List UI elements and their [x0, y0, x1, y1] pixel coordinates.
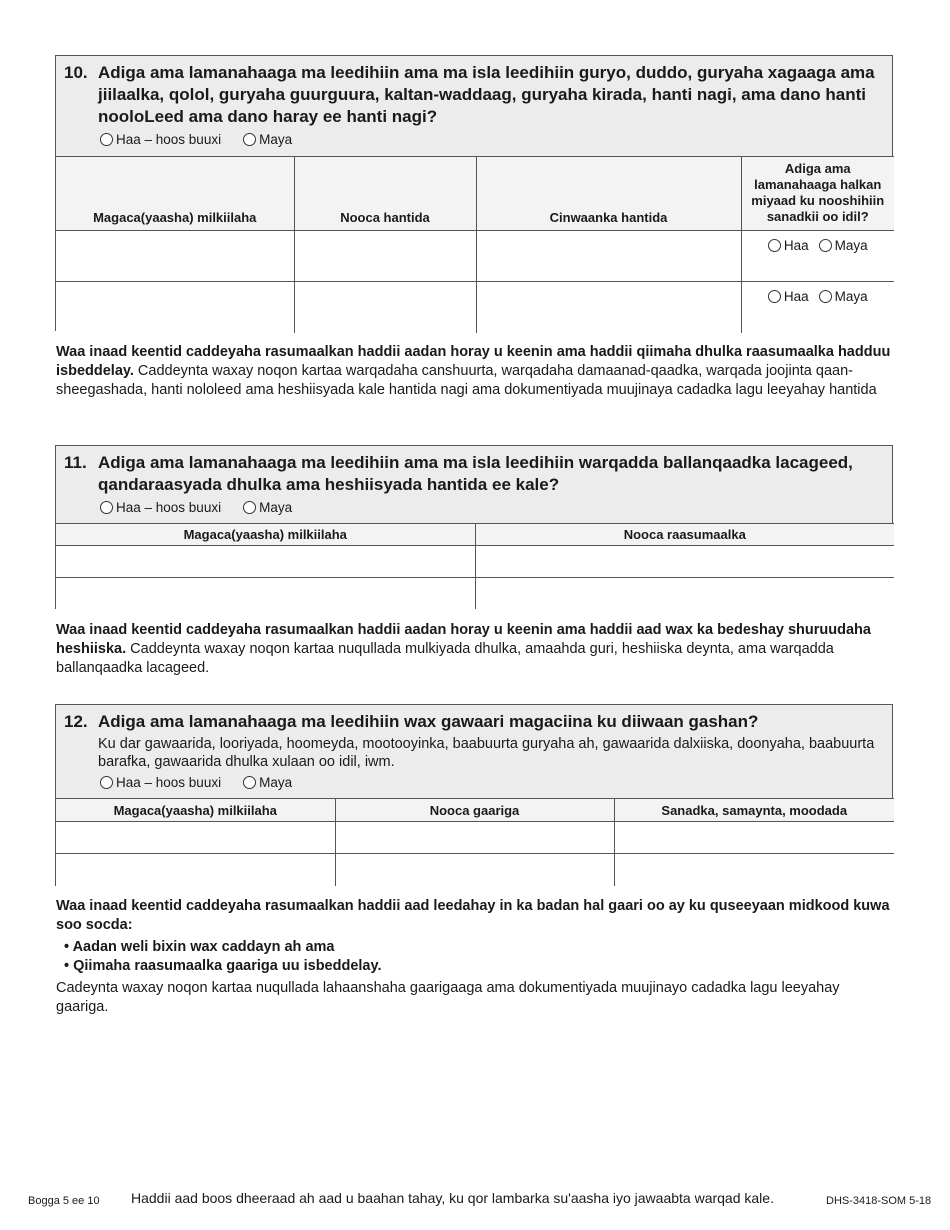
question-11-no-option[interactable] — [243, 500, 292, 515]
note-text: Caddeynta waxay noqon kartaa warqadaha canshuurta, warqadaha damaanad-qaadka, warqada joojinta qaan-sheegashada, hanti nololeed ama heshiisyada kale hantida nagi ama dokumentiyada muujinaya cadadka lagu leeyahay hantida — [56, 363, 877, 398]
table-row — [56, 282, 894, 333]
question-10-title-row — [64, 62, 884, 128]
note-text: Cadeynta waxay noqon kartaa nuqullada lahaanshaha gaarigaaga ama dokumentiyada muujinayo cadadka lagu leeyahay gaariga. — [56, 980, 840, 1015]
footer-instruction: Haddii aad boos dheeraad ah aad u baahan tahay, ku qor lambarka su'aasha iyo jawaabta warqad kale. — [131, 1190, 774, 1206]
asset-type-cell[interactable] — [475, 578, 894, 609]
question-12-section — [55, 704, 893, 886]
question-12-number: 12. — [64, 712, 88, 731]
column-header-live-all-year: Adiga ama lamanahaaga halkan miyaad ku nooshihiin sanadkii oo idil? — [741, 157, 894, 231]
row-no-option[interactable] — [819, 289, 868, 304]
radio-circle-icon[interactable] — [819, 239, 832, 252]
question-11-note — [56, 621, 894, 678]
radio-circle-icon[interactable] — [243, 501, 256, 514]
radio-circle-icon[interactable] — [243, 776, 256, 789]
table-row — [56, 822, 894, 854]
table-row — [56, 546, 894, 578]
radio-circle-icon[interactable] — [100, 501, 113, 514]
question-12-title-row — [64, 711, 884, 733]
live-all-year-cell — [741, 231, 894, 282]
table-row — [56, 854, 894, 886]
note-bold: Waa inaad keentid caddeyaha rasumaalkan haddii aad leedahay in ka badan hal gaari oo ay ku quseeyaan midkood kuwa soo socda: — [56, 898, 890, 933]
question-12-no-option[interactable] — [243, 775, 292, 790]
radio-label: Maya — [259, 775, 293, 790]
owner-cell[interactable] — [56, 546, 475, 578]
radio-circle-icon[interactable] — [100, 133, 113, 146]
radio-label: Haa — [783, 289, 809, 304]
question-12-header — [56, 705, 892, 798]
radio-circle-icon[interactable] — [768, 239, 781, 252]
radio-circle-icon[interactable] — [768, 290, 781, 303]
question-10-radio-group — [100, 132, 884, 147]
question-11-yes-option[interactable] — [100, 500, 221, 515]
radio-label: Haa – hoos buuxi — [116, 132, 222, 147]
live-all-year-cell — [741, 282, 894, 333]
question-10-no-option[interactable] — [243, 132, 292, 147]
question-10-yes-option[interactable] — [100, 132, 221, 147]
radio-label: Maya — [259, 500, 293, 515]
note-bullets — [64, 938, 894, 976]
radio-label: Haa – hoos buuxi — [116, 775, 222, 790]
column-header-property-address: Cinwaanka hantida — [476, 157, 741, 231]
radio-label: Maya — [834, 238, 868, 253]
table-row — [56, 231, 894, 282]
column-header-property-type: Nooca hantida — [294, 157, 476, 231]
question-12-title: Adiga ama lamanahaaga ma leedihiin wax gawaari magaciina ku diiwaan gashan? — [98, 712, 759, 731]
year-make-model-cell[interactable] — [614, 854, 894, 886]
column-header-owner: Magaca(yaasha) milkiilaha — [56, 799, 335, 822]
year-make-model-cell[interactable] — [614, 822, 894, 854]
asset-type-cell[interactable] — [475, 546, 894, 578]
column-header-owner: Magaca(yaasha) milkiilaha — [56, 157, 294, 231]
question-12-note — [56, 897, 894, 1017]
owner-cell[interactable] — [56, 578, 475, 609]
question-12-subtitle: Ku dar gawaarida, looriyada, hoomeyda, mootooyinka, baabuurta guryaha ah, gawaarida dalxiiska, doonyaha, baabuurta barafka, gawaarida dhulka xulaan oo idil, iwm. — [98, 736, 875, 770]
owner-cell[interactable] — [56, 282, 294, 333]
radio-label: Haa – hoos buuxi — [116, 500, 222, 515]
note-bold: Waa inaad keentid caddeyaha rasumaalkan haddii aadan horay u keenin ama haddii aad wax ka bedeshay shuruudaha heshiiska. — [56, 622, 871, 657]
bullet-item: • Qiimaha raasumaalka gaariga uu isbeddelay. — [64, 958, 382, 974]
question-11-section — [55, 445, 893, 609]
vehicle-type-cell[interactable] — [335, 854, 614, 886]
property-address-cell[interactable] — [476, 231, 741, 282]
question-10-section — [55, 55, 893, 331]
page-number: Bogga 5 ee 10 — [28, 1195, 100, 1207]
radio-circle-icon[interactable] — [100, 776, 113, 789]
row-yes-option[interactable] — [768, 289, 809, 304]
column-header-asset-type: Nooca raasumaalka — [475, 524, 894, 546]
question-11-title-row — [64, 452, 884, 496]
question-12-radio-group — [100, 775, 884, 790]
owner-cell[interactable] — [56, 854, 335, 886]
question-10-table — [56, 156, 894, 333]
question-10-header — [56, 56, 892, 156]
radio-circle-icon[interactable] — [243, 133, 256, 146]
note-bold: Waa inaad keentid caddeyaha rasumaalkan haddii aadan horay u keenin ama haddii qiimaha dhulka raasumaalka hadduu isbeddelay. — [56, 344, 891, 379]
question-12-table — [56, 798, 894, 886]
property-type-cell[interactable] — [294, 231, 476, 282]
bullet-item: • Aadan weli bixin wax caddayn ah ama — [64, 939, 335, 955]
question-11-header — [56, 446, 892, 523]
question-10-number: 10. — [64, 63, 88, 82]
owner-cell[interactable] — [56, 231, 294, 282]
table-row — [56, 578, 894, 609]
question-11-number: 11. — [64, 453, 87, 472]
question-11-radio-group — [100, 500, 884, 515]
question-11-table — [56, 523, 894, 609]
column-header-vehicle-type: Nooca gaariga — [335, 799, 614, 822]
question-11-title: Adiga ama lamanahaaga ma leedihiin ama ma isla leedihiin warqadda ballanqaadka lacageed, qandaraasyada dhulka ama heshiisyada hantida ee kale? — [98, 453, 853, 494]
column-header-owner: Magaca(yaasha) milkiilaha — [56, 524, 475, 546]
property-type-cell[interactable] — [294, 282, 476, 333]
owner-cell[interactable] — [56, 822, 335, 854]
radio-label: Maya — [834, 289, 868, 304]
row-yes-option[interactable] — [768, 238, 809, 253]
question-10-note — [56, 343, 894, 400]
radio-label: Maya — [259, 132, 293, 147]
property-address-cell[interactable] — [476, 282, 741, 333]
form-id: DHS-3418-SOM 5-18 — [826, 1195, 932, 1207]
question-10-title: Adiga ama lamanahaaga ma leedihiin ama ma isla leedihiin guryo, duddo, guryaha xagaaga ama jiilaalka, qolol, guryaha guurguura, kaltan-waddaag, guryaha kirada, hanti nagi, ama dano hanti nooloLeed ama dano haray ee hanti nagi? — [98, 63, 875, 126]
radio-label: Haa — [783, 238, 809, 253]
column-header-year-make-model: Sanadka, samaynta, moodada — [614, 799, 894, 822]
question-12-yes-option[interactable] — [100, 775, 221, 790]
note-text: Caddeynta waxay noqon kartaa nuqullada mulkiyada dhulka, amaahda guri, heshiiska deynta, ama warqadda ballanqaadka lacageed. — [56, 641, 834, 676]
radio-circle-icon[interactable] — [819, 290, 832, 303]
vehicle-type-cell[interactable] — [335, 822, 614, 854]
row-no-option[interactable] — [819, 238, 868, 253]
